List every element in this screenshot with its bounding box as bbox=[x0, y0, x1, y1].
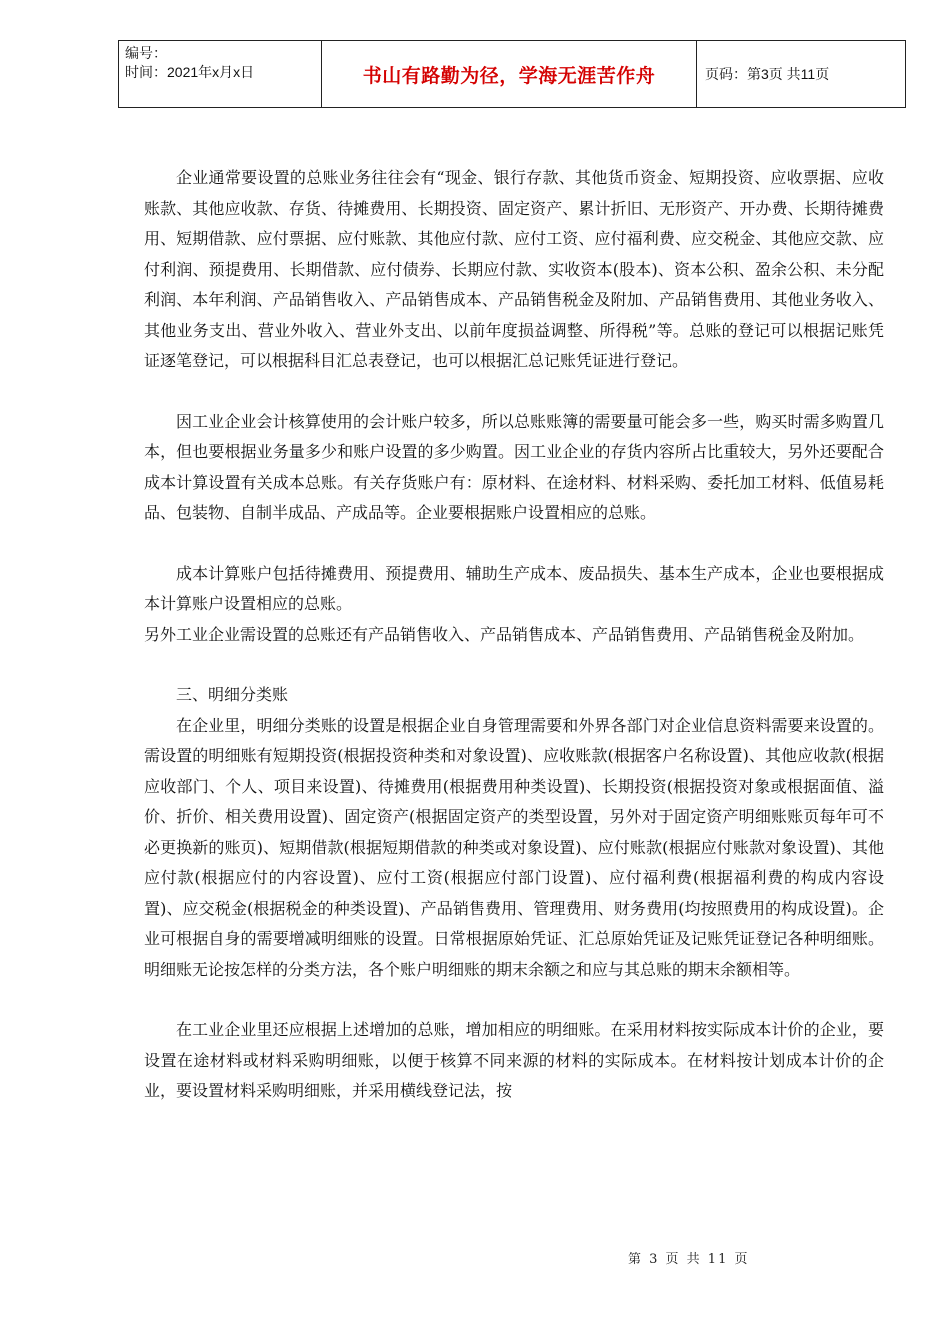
header-left-cell bbox=[119, 41, 322, 108]
document-number-label: 编号： bbox=[125, 45, 167, 61]
header-table bbox=[118, 40, 906, 108]
paragraph-industrial-ledger: 因工业企业会计核算使用的会计账户较多，所以总账账簿的需要量可能会多一些，购买时需多购置几本，但也要根据业务量多少和账户设置的多少购置。因工业企业的存货内容所占比重较大，另外还要配合成本计算设置有关成本总账。有关存货账户有：原材料、在途材料、材料采购、委托加工材料、低值易耗品、包装物、自制半成品、产成品等。企业要根据账户设置相应的总账。 bbox=[144, 411, 884, 522]
header-motto: 书山有路勤为径，学海无涯苦作舟 bbox=[322, 41, 697, 108]
page-footer: 第 3 页 共 11 页 bbox=[628, 1252, 750, 1267]
paragraph-general-ledger: 企业通常要设置的总账业务往往会有“现金、银行存款、其他货币资金、短期投资、应收票据、应收账款、其他应收款、存货、待摊费用、长期投资、固定资产、累计折旧、无形资产、开办费、长期待摊费用、短期借款、应付票据、应付账款、其他应付款、应付工资、应付福利费、应交税金、其他应交款、应付利润、预提费用、长期借款、应付债券、长期应付款、实收资本(股本)、资本公积、盈余公积、未分配利润、本年利润、产品销售收入、产品销售成本、产品销售税金及附加、产品销售费用、其他业务收入、其他业务支出、营业外收入、营业外支出、以前年度损益调整、所得税”等。总账的登记可以根据记账凭证逐笔登记，可以根据科目汇总表登记，也可以根据汇总记账凭证进行登记。 bbox=[144, 168, 884, 370]
paragraph-subsidiary-ledger: 在企业里，明细分类账的设置是根据企业自身管理需要和外界各部门对企业信息资料需要来设置的。需设置的明细账有短期投资(根据投资种类和对象设置)、应收账款(根据客户名称设置)、其他应收款(根据应收部门、个人、项目来设置)、待摊费用(根据费用种类设置)、长期投资(根据投资对象或根据面值、溢价、折价、相关费用设置)、固定资产(根据固定资产的类型设置，另外对于固定资产明细账账页每年可不必更换新的账页)、短期借款(根据短期借款的种类或对象设置)、应付账款(根据应付账款对象设置)、其他应付款(根据应付的内容设置)、应付工资(根据应付部门设置)、应付福利费(根据福利费的构成内容设置)、应交税金(根据税金的种类设置)、产品销售费用、管理费用、财务费用(均按照费用的构成设置)。企业可根据自身的需要增减明细账的设置。日常根据原始凭证、汇总原始凭证及记账凭证登记各种明细账。明细账无论按怎样的分类方法，各个账户明细账的期末余额之和应与其总账的期末余额相等。 bbox=[144, 715, 884, 979]
paragraph-other-ledgers: 另外工业企业需设置的总账还有产品销售收入、产品销售成本、产品销售费用、产品销售税金及附加。 bbox=[144, 624, 865, 644]
section-heading-subsidiary-ledger: 三、明细分类账 bbox=[176, 685, 289, 704]
paragraph-cost-accounts: 成本计算账户包括待摊费用、预提费用、辅助生产成本、废品损失、基本生产成本，企业也要根据成本计算账户设置相应的总账。 bbox=[144, 563, 884, 613]
header-page-label: 页码：第3页 共11页 bbox=[697, 41, 906, 108]
paragraph-industrial-subsidiary: 在工业企业里还应根据上述增加的总账，增加相应的明细账。在采用材料按实际成本计价的企业，要设置在途材料或材料采购明细账，以便于核算不同来源的材料的实际成本。在材料按计划成本计价的企业，要设置材料采购明细账，并采用横线登记法，按 bbox=[144, 1020, 884, 1100]
document-time-label: 时间：2021年x月x日 bbox=[125, 64, 255, 80]
document-body bbox=[144, 163, 884, 1107]
